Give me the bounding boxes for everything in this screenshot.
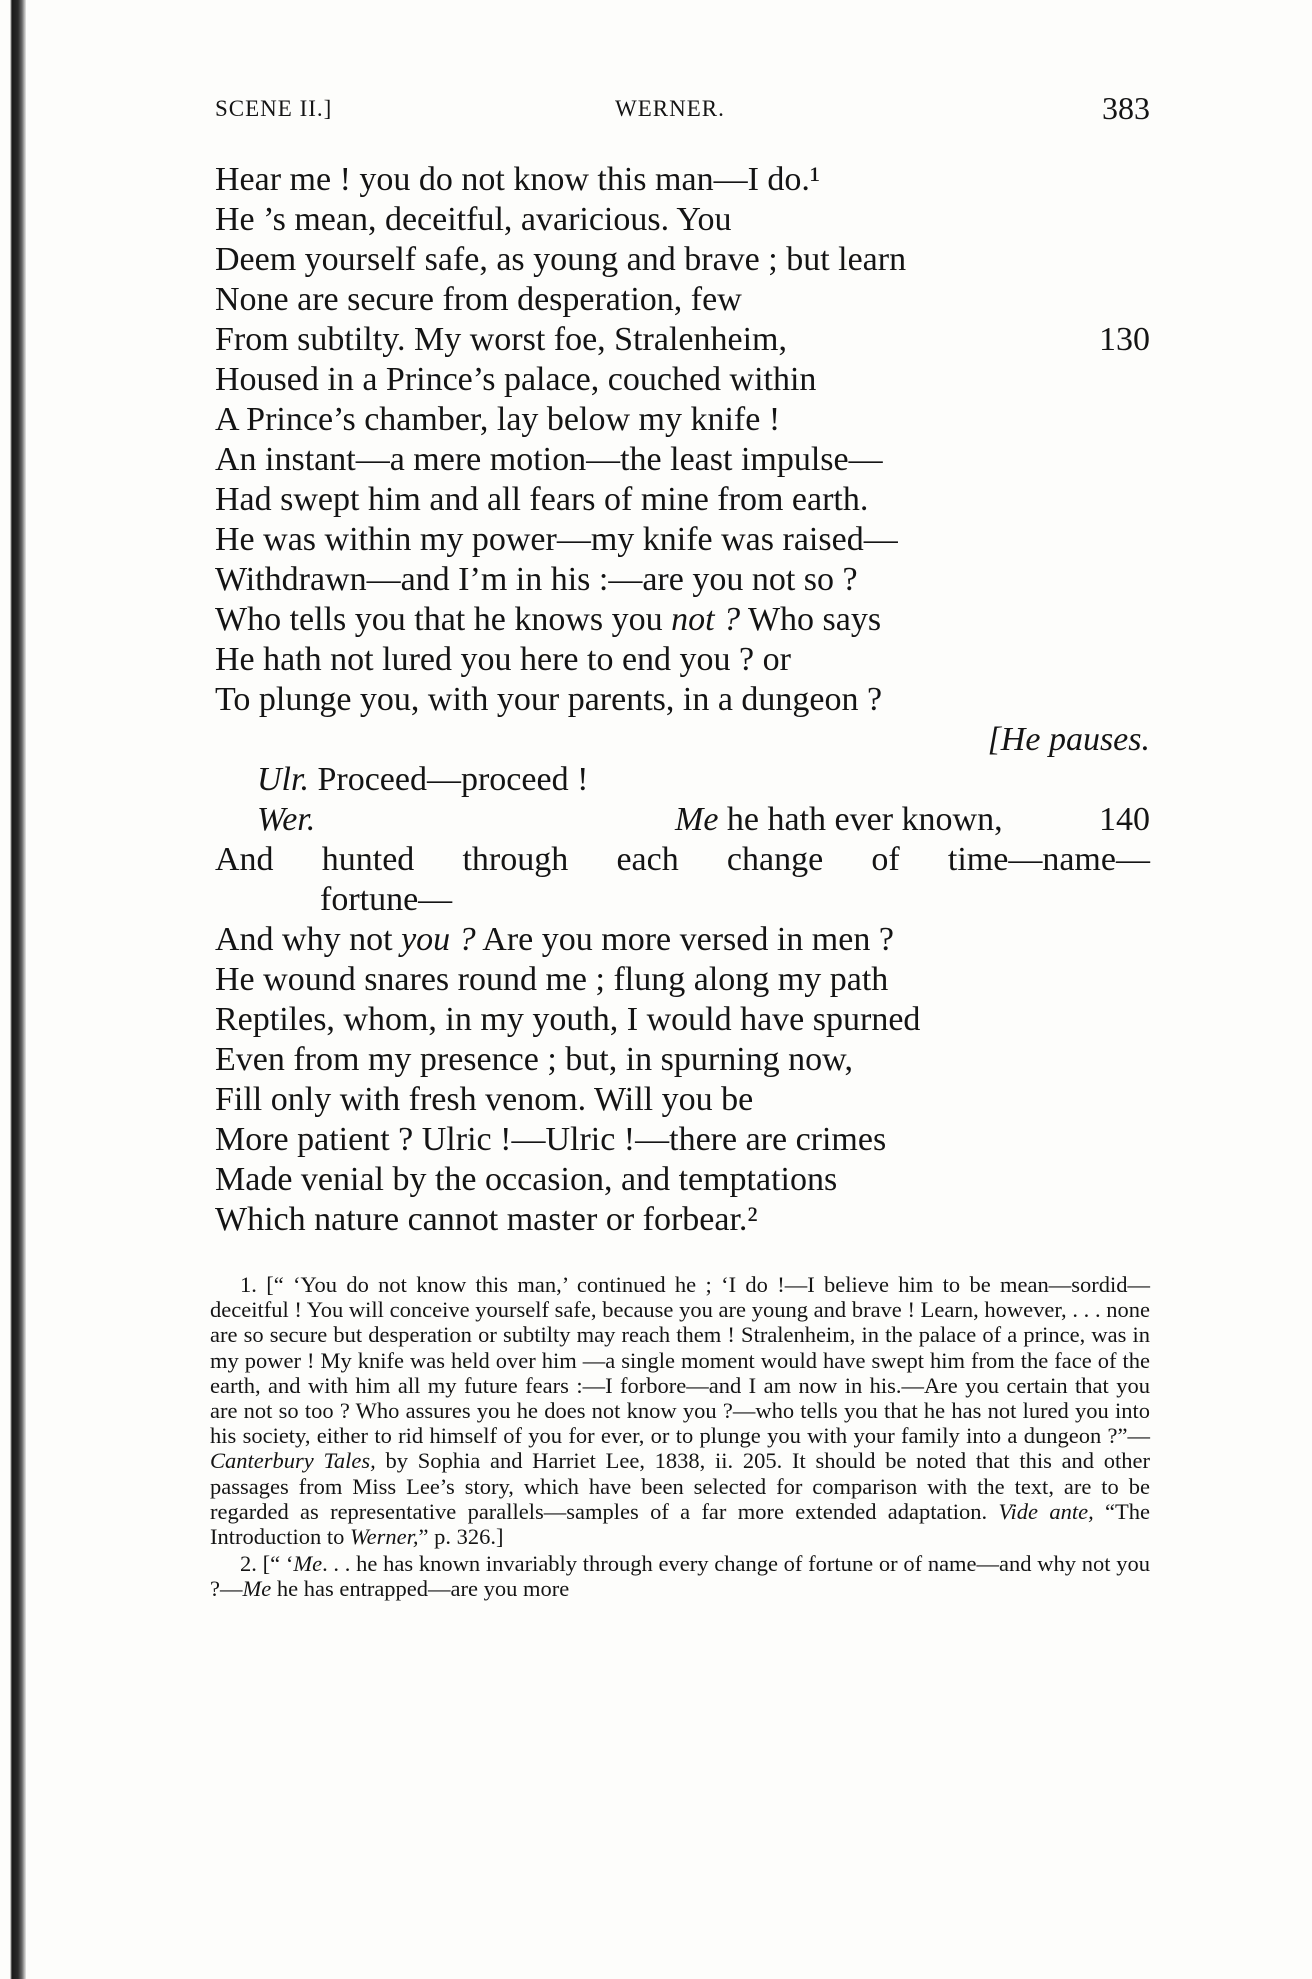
verse-line-continuation: fortune— xyxy=(320,881,453,918)
verse-line: Had swept him and all fears of mine from earth. xyxy=(215,481,869,518)
speaker-name: Ulr. xyxy=(257,761,309,798)
verse-line: He was within my power—my knife was raised— xyxy=(215,521,898,558)
emphasis-text: Me xyxy=(242,1576,272,1602)
footnote-text: “The Introduction to xyxy=(210,1498,1151,1550)
verse-line xyxy=(215,320,1150,360)
verse-line xyxy=(215,920,1150,960)
emphasis-text: Me xyxy=(293,1551,323,1577)
footnote-text: ” p. 326.] xyxy=(418,1524,504,1550)
verse-line: More patient ? Ulric !—Ulric !—there are crimes xyxy=(215,1121,887,1158)
verse-text-segment: Are you more versed in men ? xyxy=(475,921,894,958)
emphasis-text: Me xyxy=(675,801,719,838)
verse-line: Fill only with fresh venom. Will you be xyxy=(215,1081,754,1118)
verse-text-segment: he hath ever known, xyxy=(718,801,1003,838)
running-header xyxy=(215,92,1150,132)
speaker-name: Wer. xyxy=(257,801,316,838)
verse-word: through xyxy=(462,841,569,878)
verse-line: Even from my presence ; but, in spurning now, xyxy=(215,1041,853,1078)
speech-ulric xyxy=(215,760,1150,800)
verse-line: Reptiles, whom, in my youth, I would have spurned xyxy=(215,1001,921,1038)
verse-line: Made venial by the occasion, and temptations xyxy=(215,1161,838,1198)
verse-line: He hath not lured you here to end you ? or xyxy=(215,641,791,678)
verse-line: To plunge you, with your parents, in a dungeon ? xyxy=(215,681,883,718)
verse-line: Which nature cannot master or forbear.² xyxy=(215,1201,758,1238)
emphasis-text: you ? xyxy=(401,921,476,958)
stage-direction-text: [He pauses. xyxy=(987,721,1150,758)
scene-label: SCENE II.] xyxy=(215,96,333,121)
speech-text xyxy=(675,800,1003,840)
verse-word: each xyxy=(616,841,679,878)
footnote-text: 1. [“ ‘You do not know this man,’ continued he ; ‘I do !—I believe him to be mean—sordid—deceitful ! You will conceive yourself safe, because you are young and brave ! Learn, however, . . . none are so secure but desperation or subtilty may reach them ! Stralenheim, in the palace of a prince, was in my power ! My knife was held over him —a single moment would have swept him from the face of the earth, and with him all my future fears :—I forbore—and I am now in his.—Are you certain that you are not so too ? Who assures you he does not know you ?—who tells you that he has not lured you into his society, either to rid himself of you for ever, or to plunge you with your family into a dungeon ?”— xyxy=(210,1272,1150,1449)
line-number: 130 xyxy=(1099,321,1150,358)
verse-text xyxy=(215,160,1150,1240)
citation-title: Canterbury Tales, xyxy=(210,1448,376,1474)
verse-line: Hear me ! you do not know this man—I do.¹ xyxy=(215,161,821,198)
verse-line-text: From subtilty. My worst foe, Stralenheim, xyxy=(215,321,787,358)
verse-line: An instant—a mere motion—the least impulse— xyxy=(215,441,883,478)
verse-word: And xyxy=(215,841,274,878)
citation-title: Werner, xyxy=(349,1524,419,1550)
verse-line xyxy=(215,840,1150,880)
footnote-text: he has entrapped—are you more xyxy=(271,1576,570,1602)
footnote-1 xyxy=(210,1272,1150,1549)
emphasis-text: not ? xyxy=(671,601,741,638)
verse-word: time—name— xyxy=(947,841,1150,878)
verse-line: Housed in a Prince’s palace, couched within xyxy=(215,361,817,398)
verse-word: of xyxy=(871,841,900,878)
verse-line: Deem yourself safe, as young and brave ; but learn xyxy=(215,241,907,278)
speech-werner xyxy=(215,800,1150,840)
verse-line: Withdrawn—and I’m in his :—are you not so ? xyxy=(215,561,858,598)
page-number: 383 xyxy=(1102,90,1150,126)
stage-direction xyxy=(215,720,1150,760)
verse-line xyxy=(215,600,1150,640)
verse-line: None are secure from desperation, few xyxy=(215,281,742,318)
speech-text: Proceed—proceed ! xyxy=(308,761,589,798)
footnote-text: 2. [“ ‘ xyxy=(240,1551,294,1577)
verse-line: He ’s mean, deceitful, avaricious. You xyxy=(215,201,732,238)
footnote-text: by Sophia and Harriet Lee, 1838, ii. 205. It should be noted that this and other passages from Miss Lee’s story, which have been selected for comparison with the text, are to be regarded as representative parallels—samples of a far more extended adaptation. xyxy=(210,1448,1151,1524)
footnote-text: . . . he has known invariably through every change of fortune or of name—and why not you ?— xyxy=(210,1551,1150,1602)
verse-word: change xyxy=(726,841,824,878)
footnote-2 xyxy=(210,1551,1150,1601)
verse-text-segment: Who says xyxy=(740,601,882,638)
verse-text-segment: And why not xyxy=(215,921,402,958)
verse-line: He wound snares round me ; flung along my path xyxy=(215,961,889,998)
running-title: WERNER. xyxy=(615,96,725,121)
verse-text-segment: Who tells you that he knows you xyxy=(215,601,672,638)
citation-reference: Vide ante, xyxy=(998,1498,1094,1524)
verse-word: hunted xyxy=(321,841,415,878)
verse-line: A Prince’s chamber, lay below my knife ! xyxy=(215,401,781,438)
line-number: 140 xyxy=(1099,801,1150,838)
footnotes xyxy=(210,1272,1150,1602)
book-spine-shadow xyxy=(0,0,26,1979)
